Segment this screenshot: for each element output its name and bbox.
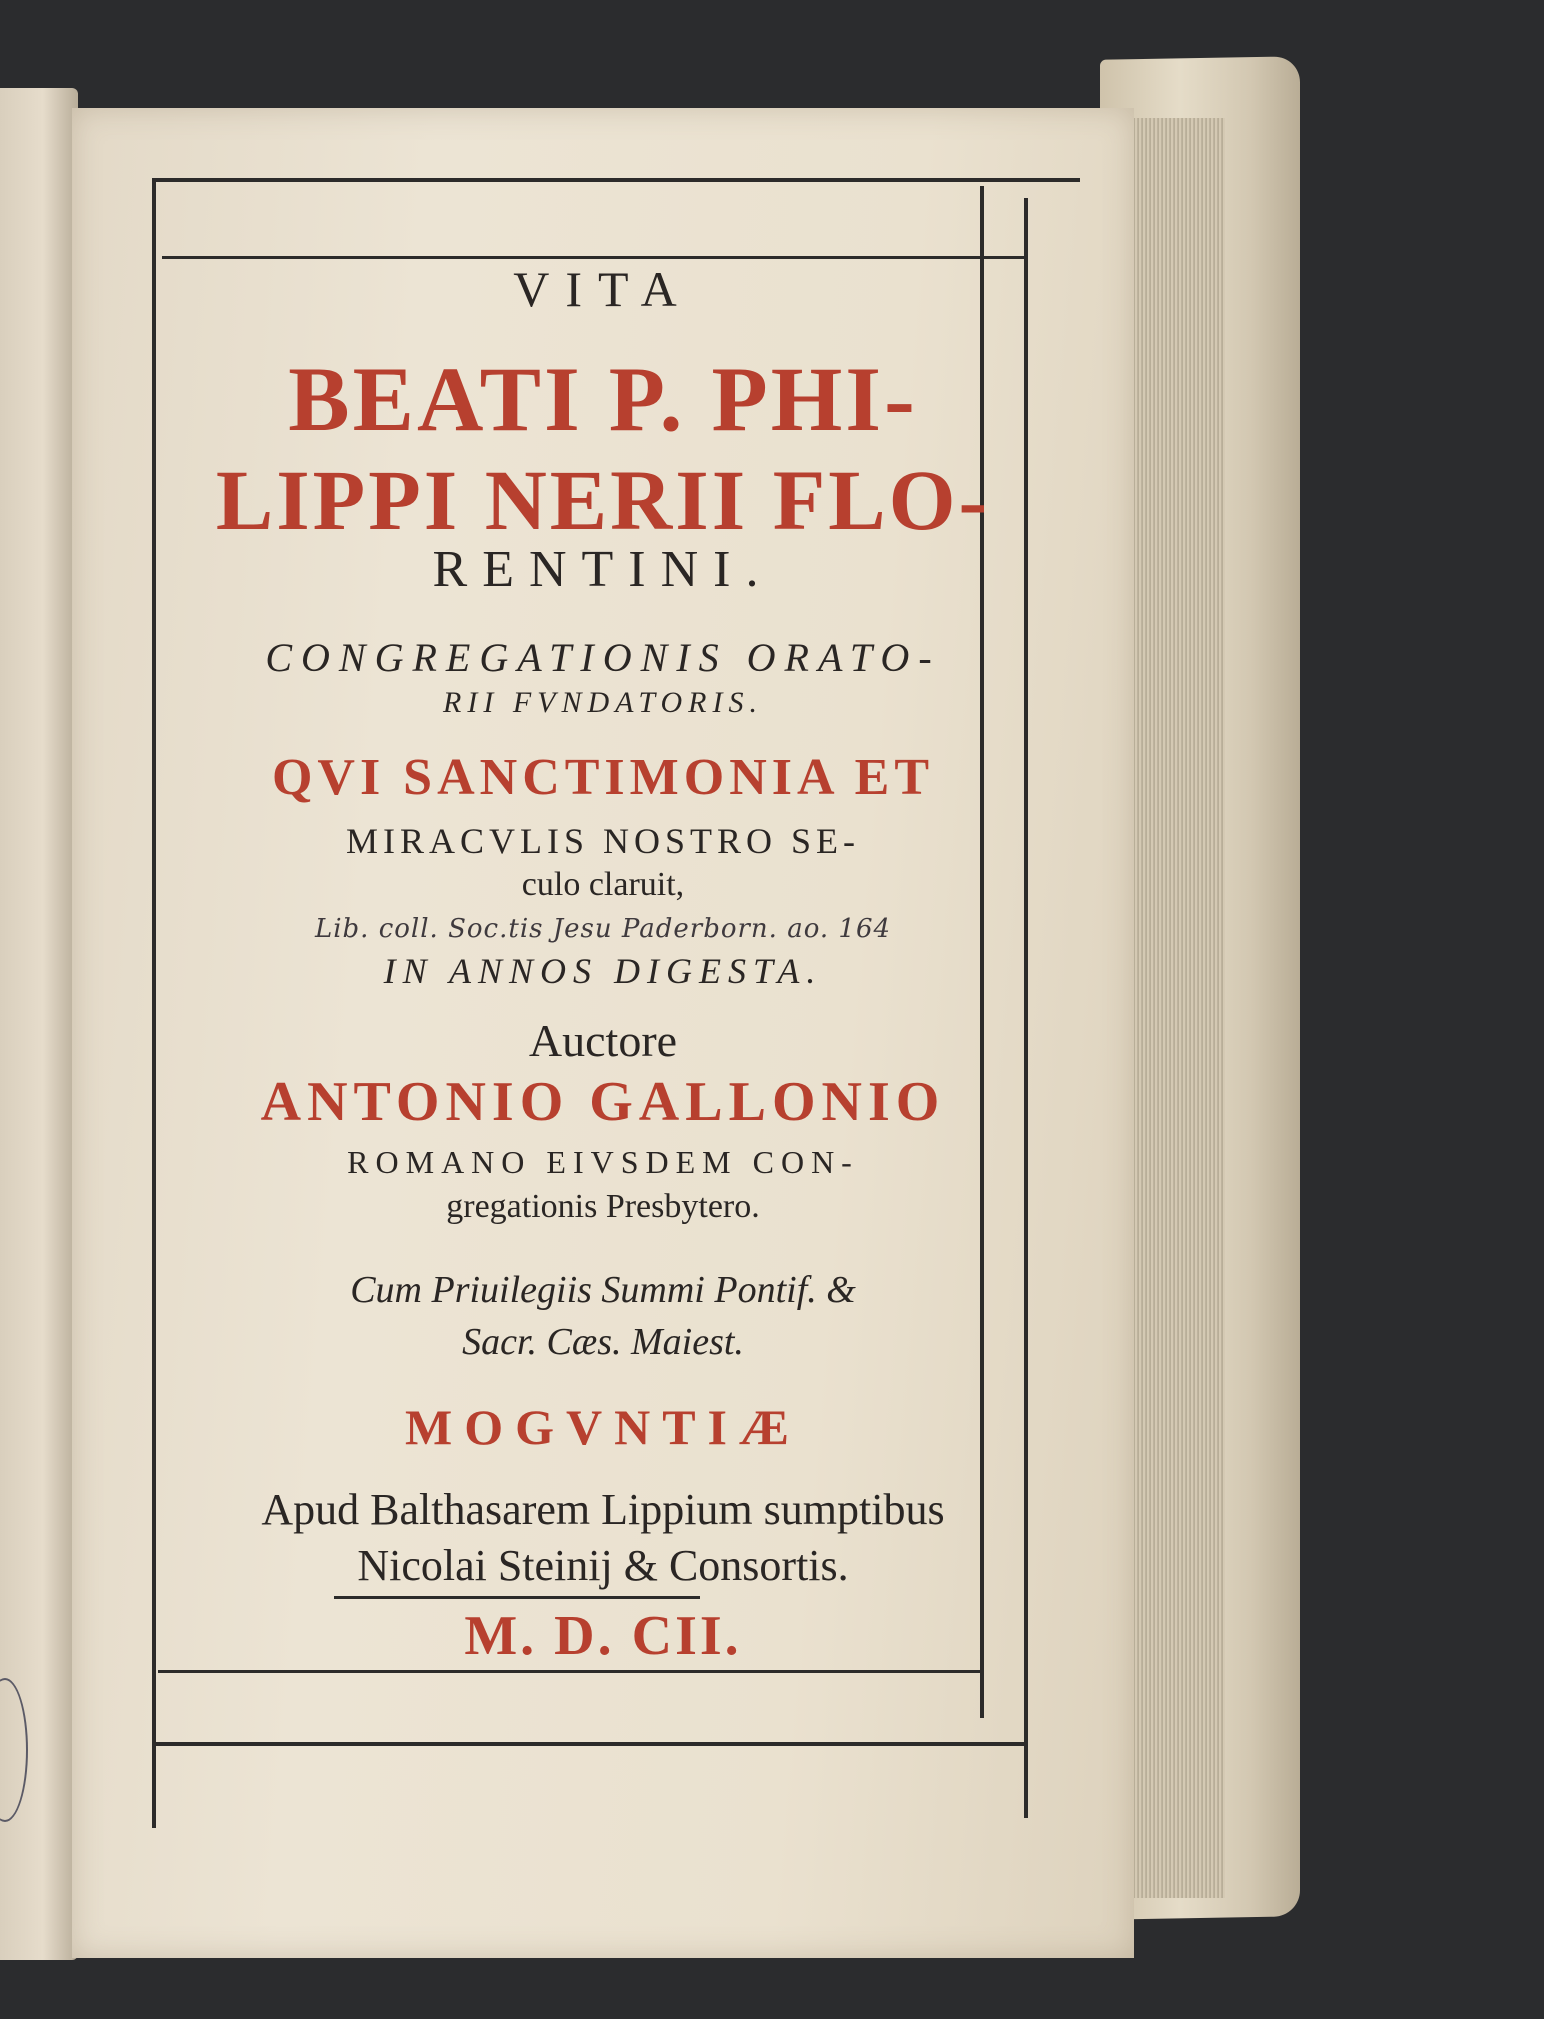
handwritten-ownership-note: Lib. coll. Soc.tis Jesu Paderborn. ao. 164 [314, 914, 892, 944]
in-annos-line: IN ANNOS DIGESTA. [383, 951, 823, 991]
miraculis-line: MIRACVLIS NOSTRO SE- [345, 821, 861, 861]
frame-bottom-inner [158, 1670, 980, 1673]
claruit-line: culo claruit, [521, 866, 685, 903]
imprint-year: M. D. CII. [464, 1605, 742, 1667]
left-page-edge [0, 88, 78, 1960]
printer-line-2: Nicolai Steinij & Consortis. [357, 1541, 849, 1590]
presbytero-line: gregationis Presbytero. [446, 1188, 760, 1225]
privilege-line-2: Sacr. Cæs. Maiest. [462, 1321, 744, 1363]
romano-line: ROMANO EIVSDEM CON- [347, 1144, 859, 1180]
title-vita: VITA [513, 261, 693, 317]
pencil-mark [0, 1678, 28, 1822]
year-underline [334, 1596, 700, 1599]
title-page [72, 108, 1134, 1958]
author-name: ANTONIO GALLONIO [260, 1071, 946, 1133]
frame-top-inner [162, 256, 1028, 259]
printer-line-1: Apud Balthasarem Lippium sumptibus [261, 1485, 945, 1534]
privilege-line-1: Cum Priuilegiis Summi Pontif. & [350, 1269, 856, 1311]
title-beati: BEATI P. PHI- [288, 348, 918, 450]
auctore-line: Auctore [528, 1015, 678, 1066]
frame-bottom-outer [154, 1742, 1028, 1746]
title-rentini: RENTINI. [432, 541, 774, 598]
frame-top-outer [152, 178, 1080, 182]
title-lippi: LIPPI NERII FLO- [215, 452, 991, 548]
qui-sanctimonia-line: QVI SANCTIMONIA ET [271, 749, 935, 806]
imprint-place: MOGVNTIÆ [405, 1399, 801, 1455]
congregationis-line: CONGREGATIONIS ORATO- [265, 635, 941, 680]
fundatoris-line: RII FVNDATORIS. [443, 686, 763, 719]
